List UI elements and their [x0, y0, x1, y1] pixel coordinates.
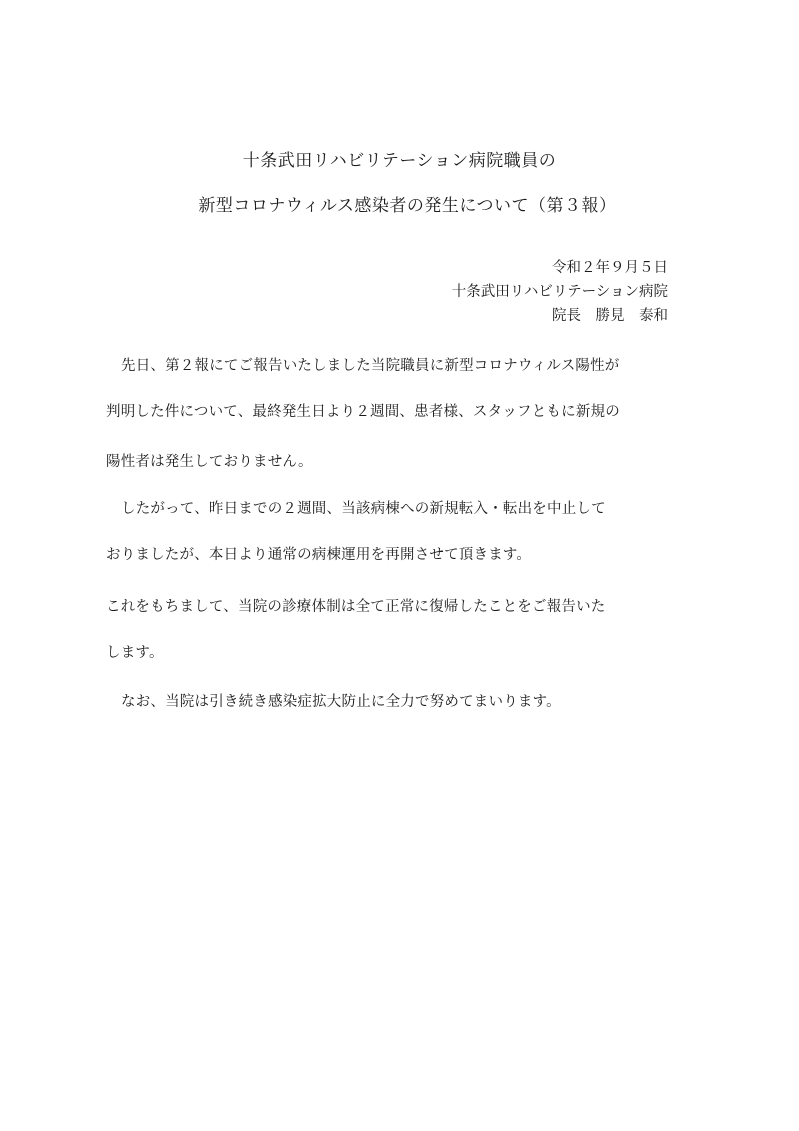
body-line: します。: [106, 645, 164, 661]
body-line: 先日、第２報にてご報告いたしました当院職員に新型コロナウィルス陽性が: [121, 358, 620, 374]
author-name: 院長 勝見 泰和: [552, 308, 668, 324]
body-line: 判明した件について、最終発生日より２週間、患者様、スタッフともに新規の: [106, 404, 620, 420]
body-line: これをもちまして、当院の診療体制は全て正常に復帰したことをご報告いた: [106, 599, 606, 615]
organization-name: 十条武田リハビリテーション病院: [451, 284, 668, 300]
body-line: したがって、昨日までの２週間、当該病棟への新規転入・転出を中止して: [121, 501, 606, 517]
document-title-line-1: 十条武田リハビリテーション病院職員の: [242, 151, 557, 171]
body-line: おりましたが、本日より通常の病棟運用を再開させて頂きます。: [106, 547, 532, 563]
document-date: 令和２年９月５日: [552, 260, 668, 276]
document-title-line-2: 新型コロナウィルス感染者の発生について（第３報）: [198, 196, 617, 216]
body-line: なお、当院は引き続き感染症拡大防止に全力で努めてまいります。: [121, 694, 561, 710]
body-line: 陽性者は発生しておりません。: [106, 454, 313, 470]
